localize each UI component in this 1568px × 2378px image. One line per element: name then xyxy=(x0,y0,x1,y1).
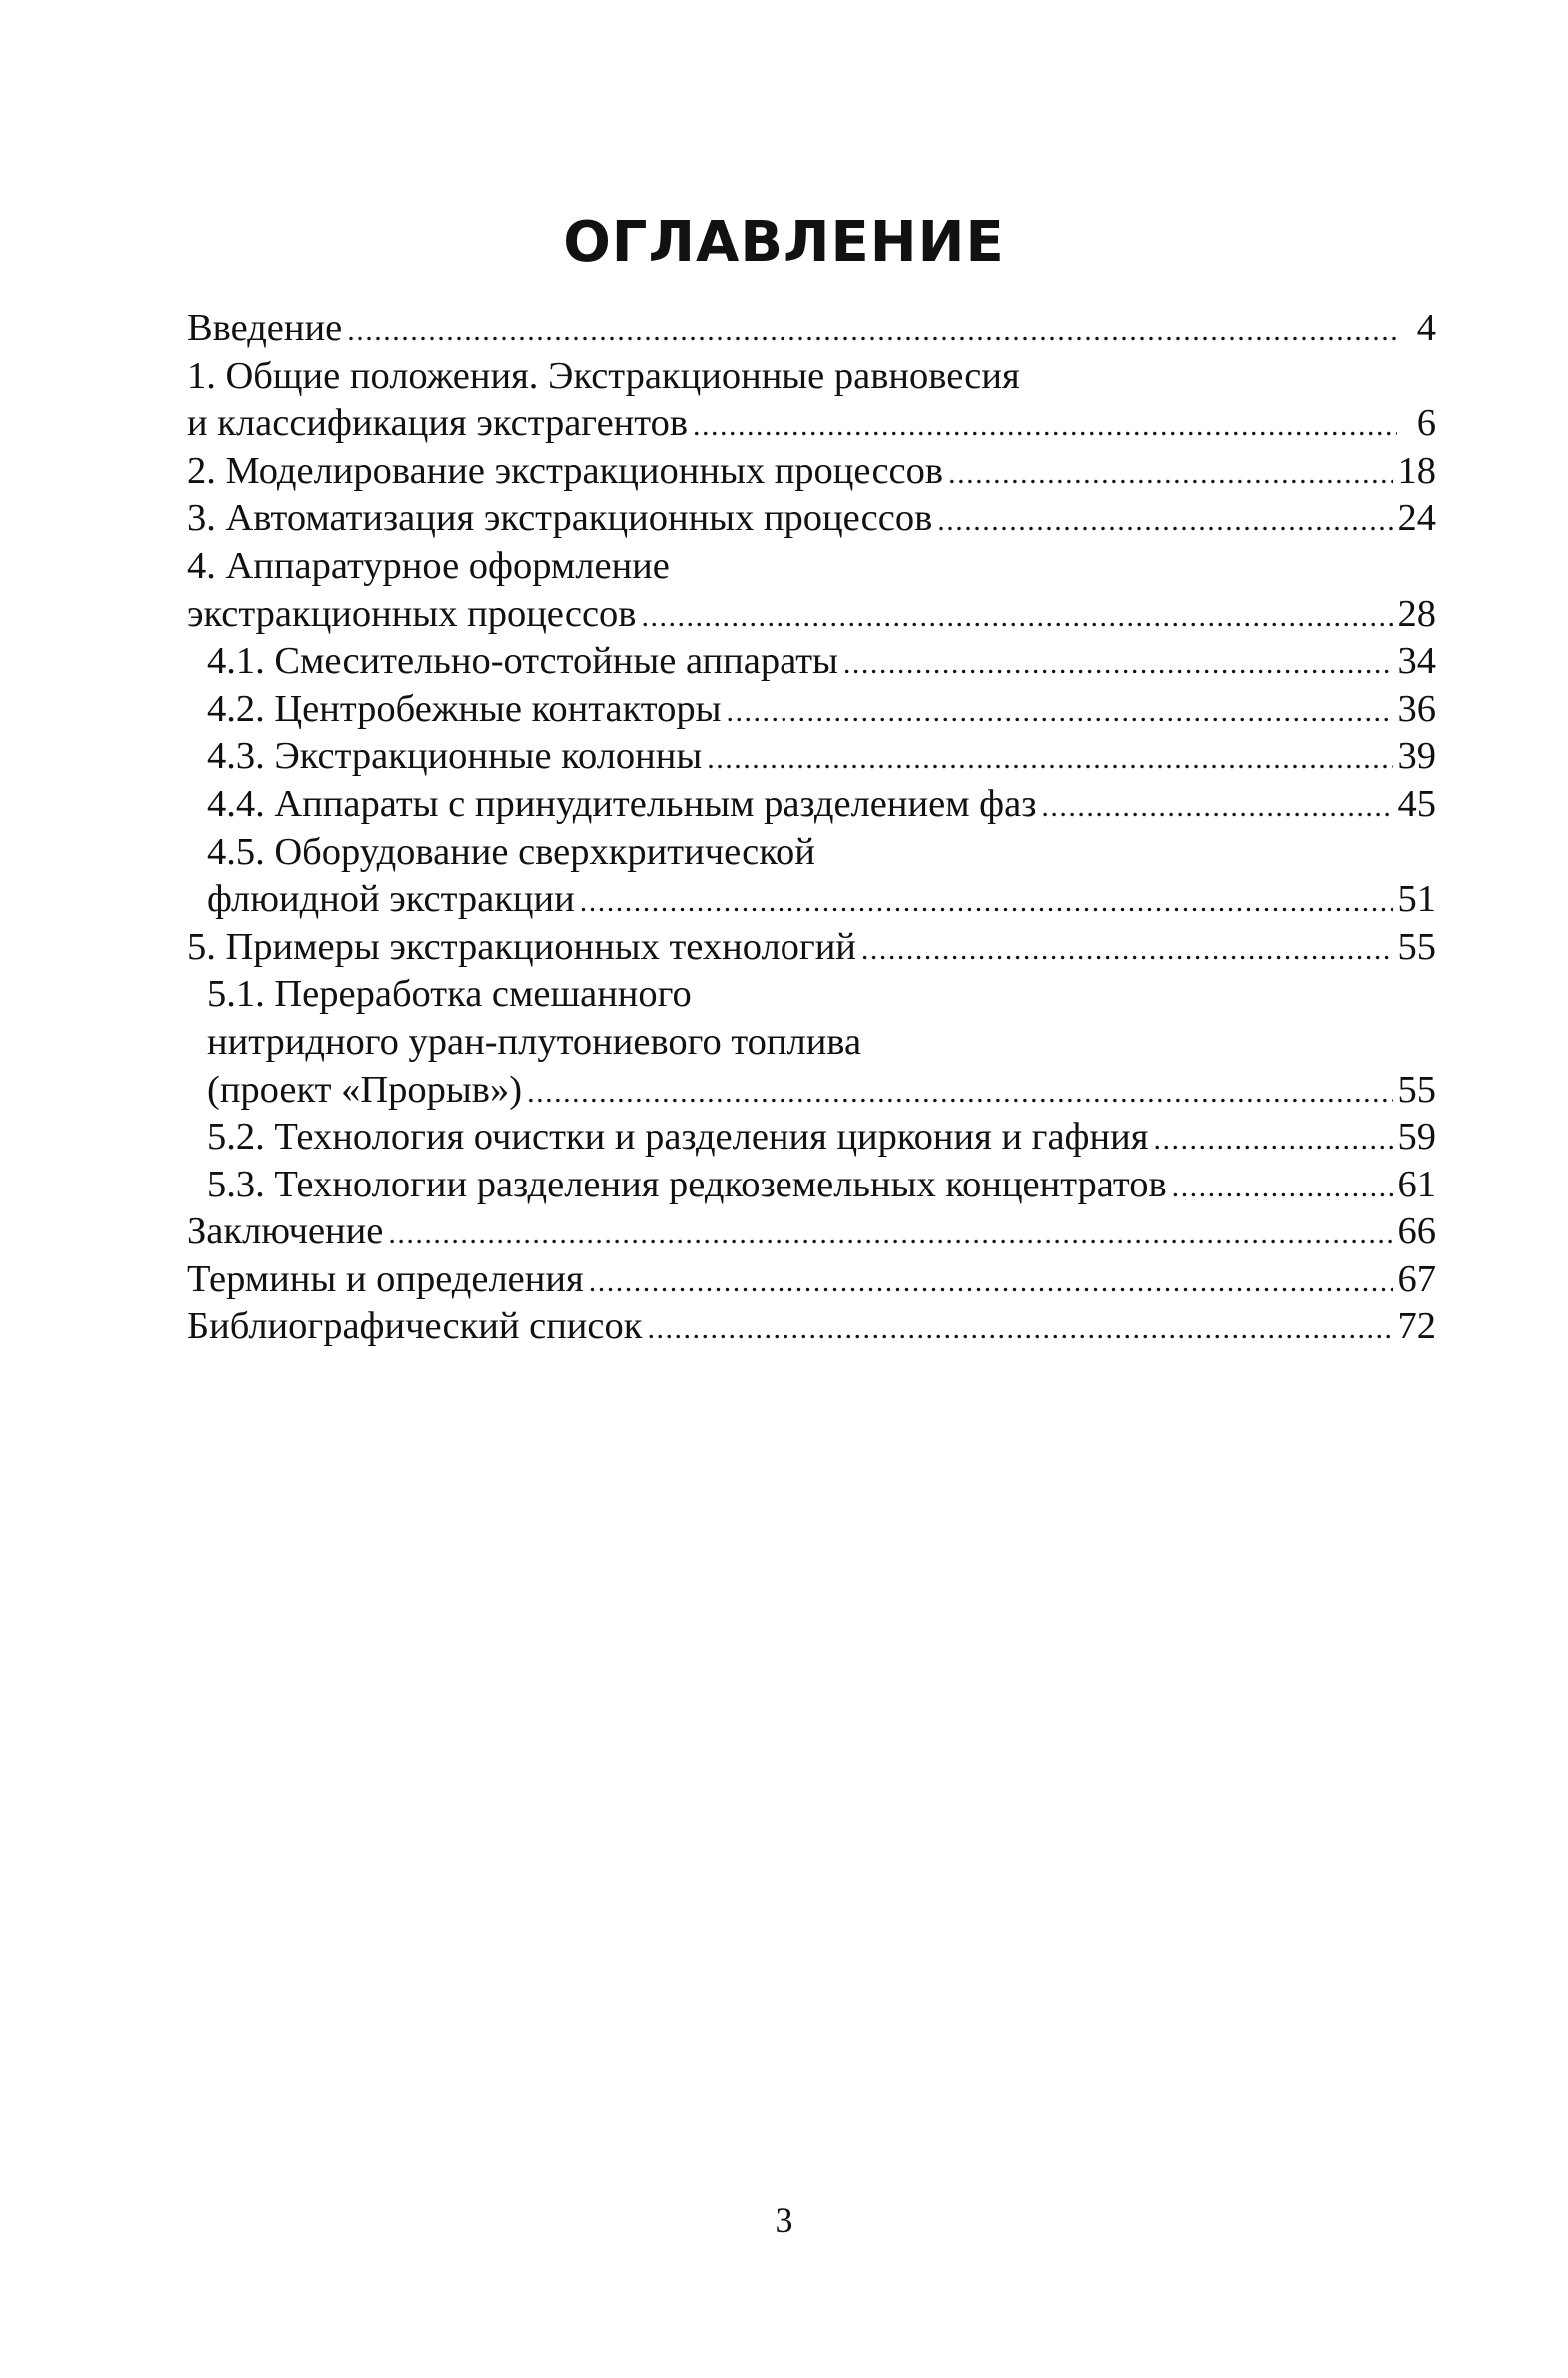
toc-entry-title: и классификация экстрагентов xyxy=(187,402,689,445)
toc-entry xyxy=(187,305,1436,353)
toc-entry xyxy=(187,1162,1436,1209)
toc-entry-line xyxy=(207,876,1436,924)
toc-entry xyxy=(187,638,1436,686)
toc-dot-leader xyxy=(707,735,1392,783)
toc-page-number: 34 xyxy=(1397,640,1436,683)
toc-page-number: 39 xyxy=(1397,735,1436,778)
toc-dot-leader xyxy=(1153,1116,1392,1164)
toc-entry-title: 2. Моделирование экстракционных процессов xyxy=(187,449,944,492)
toc-page-number: 4 xyxy=(1416,307,1436,349)
toc-dot-leader xyxy=(527,1069,1392,1117)
toc-entry-line xyxy=(207,733,1436,781)
toc-entry xyxy=(187,1208,1436,1256)
toc-entry-line xyxy=(207,829,1436,877)
toc-page-number: 72 xyxy=(1397,1305,1436,1348)
toc-entry-line xyxy=(187,305,1436,353)
toc-dot-leader xyxy=(641,593,1392,641)
toc-entry-title: Библиографический список xyxy=(187,1305,643,1348)
toc-entry-line xyxy=(207,638,1436,686)
toc-dot-leader xyxy=(580,878,1393,926)
toc-entry xyxy=(187,1256,1436,1304)
toc-dot-leader xyxy=(937,497,1392,545)
toc-page-number: 55 xyxy=(1397,925,1436,968)
toc-title: ОГЛАВЛЕНИЕ xyxy=(563,210,1005,275)
toc-entry xyxy=(187,686,1436,734)
toc-entry xyxy=(187,781,1436,829)
toc-entry-title: 5.1. Переработка смешанного xyxy=(207,973,692,1016)
toc-entry-title: 5. Примеры экстракционных технологий xyxy=(187,925,856,968)
table-of-contents xyxy=(187,305,1436,1351)
toc-page-number: 18 xyxy=(1397,449,1436,492)
toc-entry-title: 4.3. Экстракционные колонны xyxy=(207,735,703,778)
toc-entry-title: 4. Аппаратурное оформление xyxy=(187,544,670,587)
toc-page-number: 51 xyxy=(1397,878,1436,921)
toc-entry xyxy=(187,495,1436,543)
toc-page-number: 66 xyxy=(1397,1210,1436,1253)
toc-page-number: 28 xyxy=(1397,592,1436,635)
page-number: 3 xyxy=(775,2200,793,2240)
toc-entry-line xyxy=(187,448,1436,496)
toc-entry-line xyxy=(207,781,1436,829)
toc-dot-leader xyxy=(861,926,1393,974)
toc-entry-line xyxy=(207,1067,1436,1115)
toc-entry-line xyxy=(207,971,1436,1019)
toc-entry-title: 5.2. Технология очистки и разделения циркония и гафния xyxy=(207,1116,1149,1159)
toc-entry-title: Введение xyxy=(187,307,343,349)
toc-entry xyxy=(187,971,1436,1114)
toc-entry-title: (проект «Прорыв») xyxy=(207,1068,523,1111)
toc-entry-title: 5.3. Технологии разделения редкоземельных концентратов xyxy=(207,1163,1167,1205)
toc-dot-leader xyxy=(347,307,1397,355)
toc-entry-title: нитридного уран-плутониевого топлива xyxy=(207,1020,862,1063)
toc-entry-line xyxy=(187,591,1436,639)
toc-entry-line xyxy=(187,495,1436,543)
toc-entry-title: Заключение xyxy=(187,1210,384,1253)
toc-entry-line xyxy=(187,543,1436,591)
toc-page-number: 6 xyxy=(1416,402,1436,445)
toc-entry-line xyxy=(187,924,1436,972)
toc-page-number: 59 xyxy=(1397,1116,1436,1159)
toc-dot-leader xyxy=(647,1305,1392,1353)
toc-entry xyxy=(187,1303,1436,1351)
toc-entry-title: 3. Автоматизация экстракционных процессов xyxy=(187,497,933,540)
toc-dot-leader xyxy=(388,1210,1392,1258)
toc-page-number: 55 xyxy=(1397,1068,1436,1111)
toc-entry-line xyxy=(207,1114,1436,1162)
toc-page-number: 24 xyxy=(1397,497,1436,540)
toc-entry-line xyxy=(187,1303,1436,1351)
toc-entry-line xyxy=(187,1256,1436,1304)
toc-entry-line xyxy=(187,400,1436,448)
toc-dot-leader xyxy=(589,1258,1393,1306)
toc-entry xyxy=(187,448,1436,496)
toc-entry-line xyxy=(187,1208,1436,1256)
toc-dot-leader xyxy=(1041,783,1392,831)
toc-entry xyxy=(187,353,1436,448)
toc-entry-title: экстракционных процессов xyxy=(187,592,637,635)
toc-entry-title: флюидной экстракции xyxy=(207,878,575,921)
toc-dot-leader xyxy=(727,688,1393,736)
toc-entry xyxy=(187,733,1436,781)
toc-entry xyxy=(187,829,1436,924)
toc-entry-title: 4.1. Смесительно-отстойные аппараты xyxy=(207,640,838,683)
toc-dot-leader xyxy=(693,402,1397,450)
toc-dot-leader xyxy=(1172,1164,1393,1211)
toc-entry-title: 4.4. Аппараты с принудительным разделением фаз xyxy=(207,782,1037,825)
toc-page-number: 45 xyxy=(1397,782,1436,825)
toc-page-number: 36 xyxy=(1397,687,1436,730)
toc-dot-leader xyxy=(843,640,1393,688)
toc-entry-title: Термины и определения xyxy=(187,1257,584,1300)
toc-entry-title: 1. Общие положения. Экстракционные равновесия xyxy=(187,354,1020,397)
toc-page-number: 67 xyxy=(1397,1257,1436,1300)
toc-entry-line xyxy=(207,686,1436,734)
toc-entry-title: 4.5. Оборудование сверхкритической xyxy=(207,830,815,873)
toc-entry xyxy=(187,1114,1436,1162)
toc-entry-line xyxy=(187,353,1436,401)
toc-entry-line xyxy=(207,1162,1436,1209)
toc-dot-leader xyxy=(948,450,1392,498)
toc-page-number: 61 xyxy=(1397,1163,1436,1205)
toc-entry-title: 4.2. Центробежные контакторы xyxy=(207,687,722,730)
toc-entry-line xyxy=(207,1019,1436,1067)
toc-entry xyxy=(187,543,1436,638)
toc-entry xyxy=(187,924,1436,972)
